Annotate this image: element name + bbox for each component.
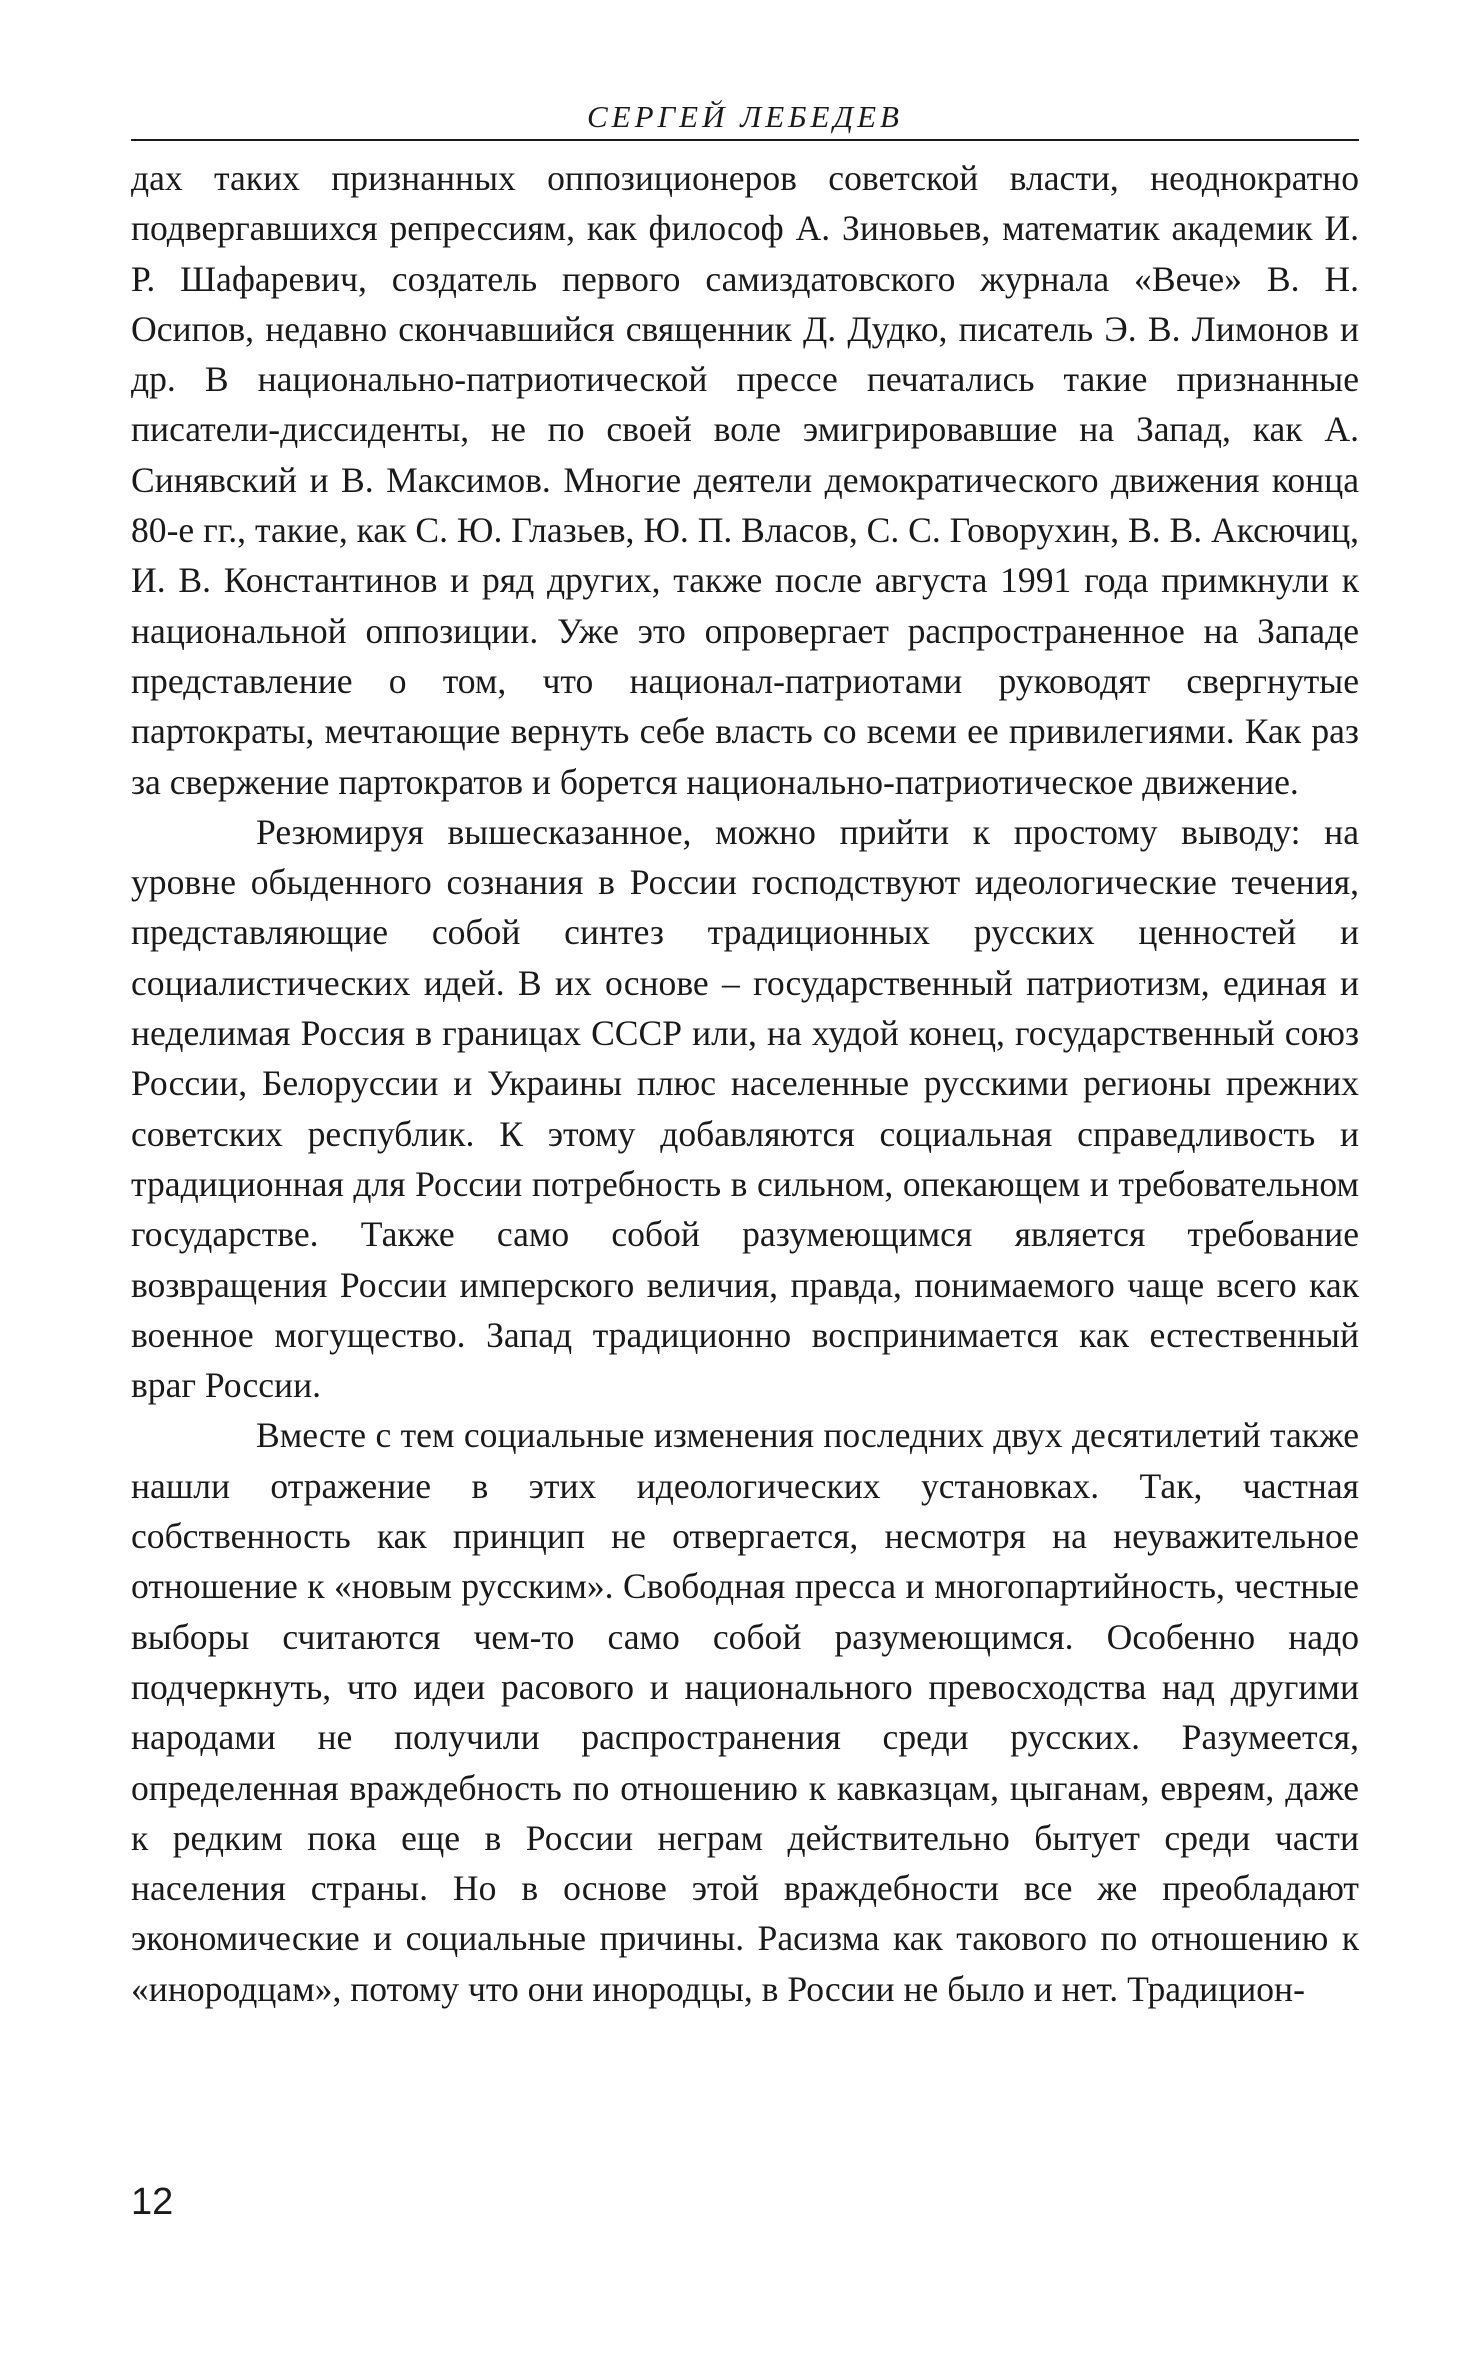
paragraph-3: Вместе с тем социальные изменения последних двух десятилетий также нашли отражение в этих идеологических установках. Так, частная собственность как принцип не отвергается, несмотря на неуважительное отношение к «новым русским». Свободная пресса и многопартийность, честные выборы считаются чем-то само собой разумеющимся. Особенно надо подчеркнуть, что идеи расового и национального превосходства над другими народами не получили распространения среди русских. Разумеется, определенная враждебность по отношению к кавказцам, цыганам, евреям, даже к редким пока еще в России неграм действительно бытует среди части населения страны. Но в основе этой враждебности все же преобладают экономические и социальные причины. Расизма как такового по отношению к «инородцам», потому что они инородцы, в России не было и нет. Традицион- xyxy=(131,1415,1359,2009)
paragraph-2: Резюмируя вышесказанное, можно прийти к простому выводу: на уровне обыденного сознания в России господствуют идеологические течения, представляющие собой синтез традиционных русских ценностей и социалистических идей. В их основе – государственный патриотизм, единая и неделимая Россия в границах СССР или, на худой конец, государственный союз России, Белоруссии и Украины плюс населенные русскими регионы прежних советских республик. К этому добавляются социальная справедливость и традиционная для России потребность в сильном, опекающем и требовательном государстве. Также само собой разумеющимся является требование возвращения России имперского величия, правда, понимаемого чаще всего как военное могущество. Запад традиционно воспринимается как естественный враг России. xyxy=(131,811,1359,1406)
book-page xyxy=(131,95,1359,2315)
body-text xyxy=(131,153,1359,2014)
running-head xyxy=(131,95,1359,141)
paragraph-1: дах таких признанных оппозиционеров советской власти, неоднократно подвергавшихся репрессиям, как философ А. Зиновьев, математик академик И. Р. Шафаревич, создатель первого самиздатовского журнала «Вече» В. Н. Осипов, недавно скончавшийся священник Д. Дудко, писатель Э. В. Лимонов и др. В национально-патриотической прессе печатались такие признанные писатели-диссиденты, не по своей воле эмигрировавшие на Запад, как А. Синявский и В. Максимов. Многие деятели демократического движения конца 80-е гг., такие, как С. Ю. Глазьев, Ю. П. Власов, С. С. Говорухин, В. В. Аксючиц, И. В. Константинов и ряд других, также после августа 1991 года примкнули к национальной оппозиции. Уже это опровергает распространенное на Западе представление о том, что национал-патриотами руководят свергнутые партократы, мечтающие вернуть себе власть со всеми ее привилегиями. Как раз за свержение партократов и борется национально-патриотическое движение. xyxy=(131,158,1360,802)
page-number: 12 xyxy=(131,2181,174,2223)
running-title: СЕРГЕЙ ЛЕБЕДЕВ xyxy=(586,99,903,134)
